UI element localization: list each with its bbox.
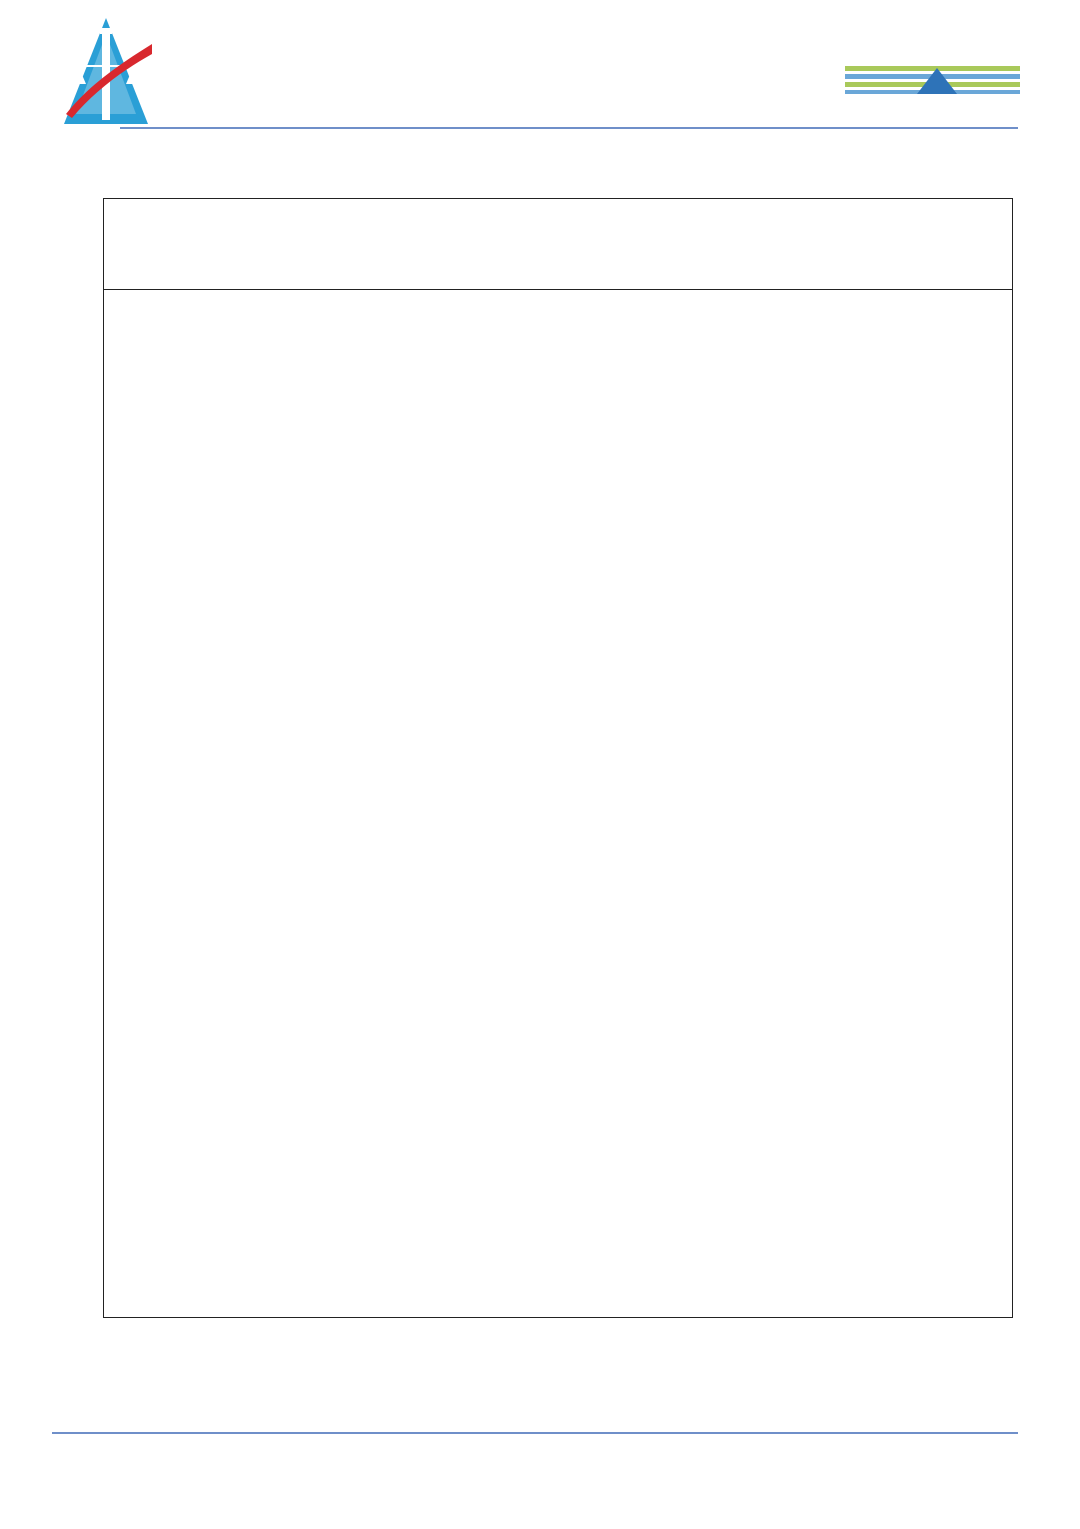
exam-schedule-table [103,198,1013,1318]
footer-divider [52,1432,1018,1434]
university-header [845,20,1020,130]
table-title-row [104,199,1012,290]
university-logo-icon [845,64,1020,96]
faculty-header [60,14,460,129]
faculty-logo-icon [60,14,152,126]
